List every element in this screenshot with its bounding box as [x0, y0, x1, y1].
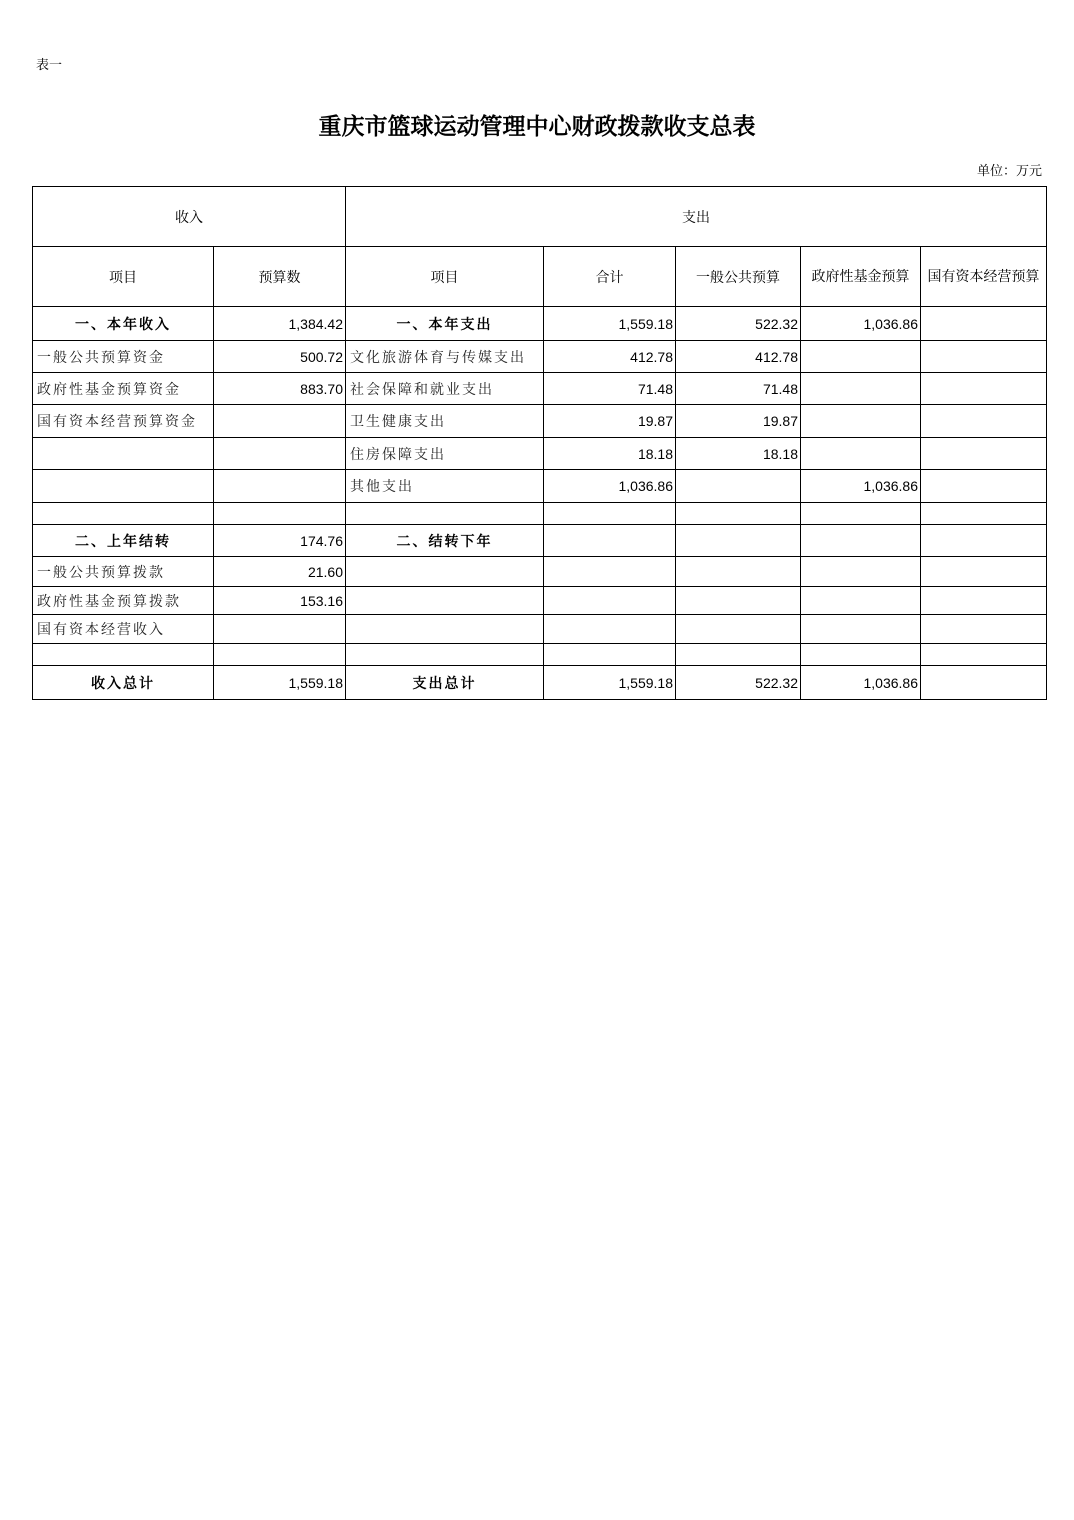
- income-budget-header: 预算数: [214, 247, 346, 307]
- general-public-cell: [676, 557, 801, 587]
- general-public-cell: [676, 587, 801, 615]
- expense-item-cell: 卫生健康支出: [346, 405, 544, 438]
- gov-fund-cell: [801, 557, 921, 587]
- state-capital-cell: [921, 587, 1047, 615]
- document-title: 重庆市篮球运动管理中心财政拨款收支总表: [318, 113, 756, 140]
- expense-item-cell: 住房保障支出: [346, 438, 544, 470]
- total-cell: 1,036.86: [544, 470, 676, 503]
- gov-fund-cell: [801, 373, 921, 405]
- state-capital-cell: [921, 503, 1047, 525]
- state-capital-cell: [921, 341, 1047, 373]
- total-cell: 412.78: [544, 341, 676, 373]
- gov-fund-cell: [801, 615, 921, 644]
- total-cell: 71.48: [544, 373, 676, 405]
- expense-item-cell: [346, 587, 544, 615]
- income-item-cell: 一般公共预算资金: [33, 341, 214, 373]
- expense-item-cell: 一、本年支出: [346, 307, 544, 341]
- income-item-cell: [33, 503, 214, 525]
- total-cell: [544, 557, 676, 587]
- table-row: [33, 470, 1047, 503]
- gov-fund-cell: [801, 438, 921, 470]
- expense-item-cell: [346, 557, 544, 587]
- expense-item-header: 项目: [346, 247, 544, 307]
- table-row: [33, 307, 1047, 341]
- general-public-cell: 18.18: [676, 438, 801, 470]
- header-row-group: [33, 187, 1047, 247]
- state-capital-header: 国有资本经营预算: [921, 247, 1047, 307]
- table-row: [33, 503, 1047, 525]
- expense-item-cell: 社会保障和就业支出: [346, 373, 544, 405]
- income-item-header: 项目: [33, 247, 214, 307]
- income-amount-cell: 153.16: [214, 587, 346, 615]
- total-cell: [544, 615, 676, 644]
- gov-fund-cell: [801, 644, 921, 666]
- income-item-cell: [33, 438, 214, 470]
- expense-header: 支出: [346, 187, 1047, 247]
- expense-item-cell: 文化旅游体育与传媒支出: [346, 341, 544, 373]
- expense-item-cell: [346, 615, 544, 644]
- state-capital-cell: [921, 470, 1047, 503]
- income-item-cell: 一、本年收入: [33, 307, 214, 341]
- income-item-cell: 一般公共预算拨款: [33, 557, 214, 587]
- total-cell: 1,559.18: [544, 666, 676, 700]
- general-public-cell: [676, 644, 801, 666]
- gov-fund-cell: [801, 405, 921, 438]
- income-item-cell: 二、上年结转: [33, 525, 214, 557]
- income-item-cell: 国有资本经营收入: [33, 615, 214, 644]
- income-amount-cell: 1,559.18: [214, 666, 346, 700]
- general-public-cell: 522.32: [676, 666, 801, 700]
- total-header: 合计: [544, 247, 676, 307]
- expense-item-cell: [346, 503, 544, 525]
- total-cell: 18.18: [544, 438, 676, 470]
- income-amount-cell: [214, 438, 346, 470]
- income-amount-cell: 500.72: [214, 341, 346, 373]
- income-amount-cell: [214, 644, 346, 666]
- state-capital-cell: [921, 405, 1047, 438]
- unit-label: 单位：万元: [976, 164, 1042, 179]
- income-item-cell: 政府性基金预算资金: [33, 373, 214, 405]
- general-public-cell: 19.87: [676, 405, 801, 438]
- state-capital-cell: [921, 557, 1047, 587]
- general-public-cell: 71.48: [676, 373, 801, 405]
- total-cell: 1,559.18: [544, 307, 676, 341]
- income-amount-cell: 21.60: [214, 557, 346, 587]
- income-header: 收入: [33, 187, 346, 247]
- total-cell: [544, 503, 676, 525]
- finance-summary-table: [32, 186, 1047, 700]
- income-amount-cell: [214, 503, 346, 525]
- expense-item-cell: [346, 644, 544, 666]
- table-row: [33, 644, 1047, 666]
- table-row: [33, 615, 1047, 644]
- state-capital-cell: [921, 307, 1047, 341]
- income-item-cell: 政府性基金预算拨款: [33, 587, 214, 615]
- income-amount-cell: [214, 470, 346, 503]
- state-capital-cell: [921, 438, 1047, 470]
- gov-fund-cell: 1,036.86: [801, 307, 921, 341]
- table-row: [33, 587, 1047, 615]
- income-amount-cell: 174.76: [214, 525, 346, 557]
- expense-item-cell: 其他支出: [346, 470, 544, 503]
- state-capital-cell: [921, 615, 1047, 644]
- state-capital-cell: [921, 525, 1047, 557]
- general-public-cell: 412.78: [676, 341, 801, 373]
- total-cell: [544, 525, 676, 557]
- total-cell: 19.87: [544, 405, 676, 438]
- gov-fund-cell: 1,036.86: [801, 666, 921, 700]
- header-row-columns: [33, 247, 1047, 307]
- income-amount-cell: [214, 615, 346, 644]
- state-capital-cell: [921, 666, 1047, 700]
- table-row: [33, 373, 1047, 405]
- income-amount-cell: 1,384.42: [214, 307, 346, 341]
- gov-fund-cell: [801, 503, 921, 525]
- gov-fund-header: 政府性基金预算: [801, 247, 921, 307]
- gov-fund-cell: 1,036.86: [801, 470, 921, 503]
- table-row: [33, 438, 1047, 470]
- income-amount-cell: [214, 405, 346, 438]
- general-public-cell: [676, 615, 801, 644]
- general-public-header: 一般公共预算: [676, 247, 801, 307]
- table-row: [33, 341, 1047, 373]
- table-number-label: 表一: [36, 58, 63, 73]
- income-item-cell: [33, 470, 214, 503]
- gov-fund-cell: [801, 587, 921, 615]
- general-public-cell: [676, 503, 801, 525]
- general-public-cell: [676, 525, 801, 557]
- expense-item-cell: 二、结转下年: [346, 525, 544, 557]
- general-public-cell: 522.32: [676, 307, 801, 341]
- table-row: [33, 666, 1047, 700]
- general-public-cell: [676, 470, 801, 503]
- total-cell: [544, 644, 676, 666]
- table-row: [33, 557, 1047, 587]
- table-row: [33, 525, 1047, 557]
- state-capital-cell: [921, 644, 1047, 666]
- income-item-cell: [33, 644, 214, 666]
- income-item-cell: 收入总计: [33, 666, 214, 700]
- state-capital-cell: [921, 373, 1047, 405]
- table-row: [33, 405, 1047, 438]
- expense-item-cell: 支出总计: [346, 666, 544, 700]
- total-cell: [544, 587, 676, 615]
- gov-fund-cell: [801, 341, 921, 373]
- income-item-cell: 国有资本经营预算资金: [33, 405, 214, 438]
- income-amount-cell: 883.70: [214, 373, 346, 405]
- gov-fund-cell: [801, 525, 921, 557]
